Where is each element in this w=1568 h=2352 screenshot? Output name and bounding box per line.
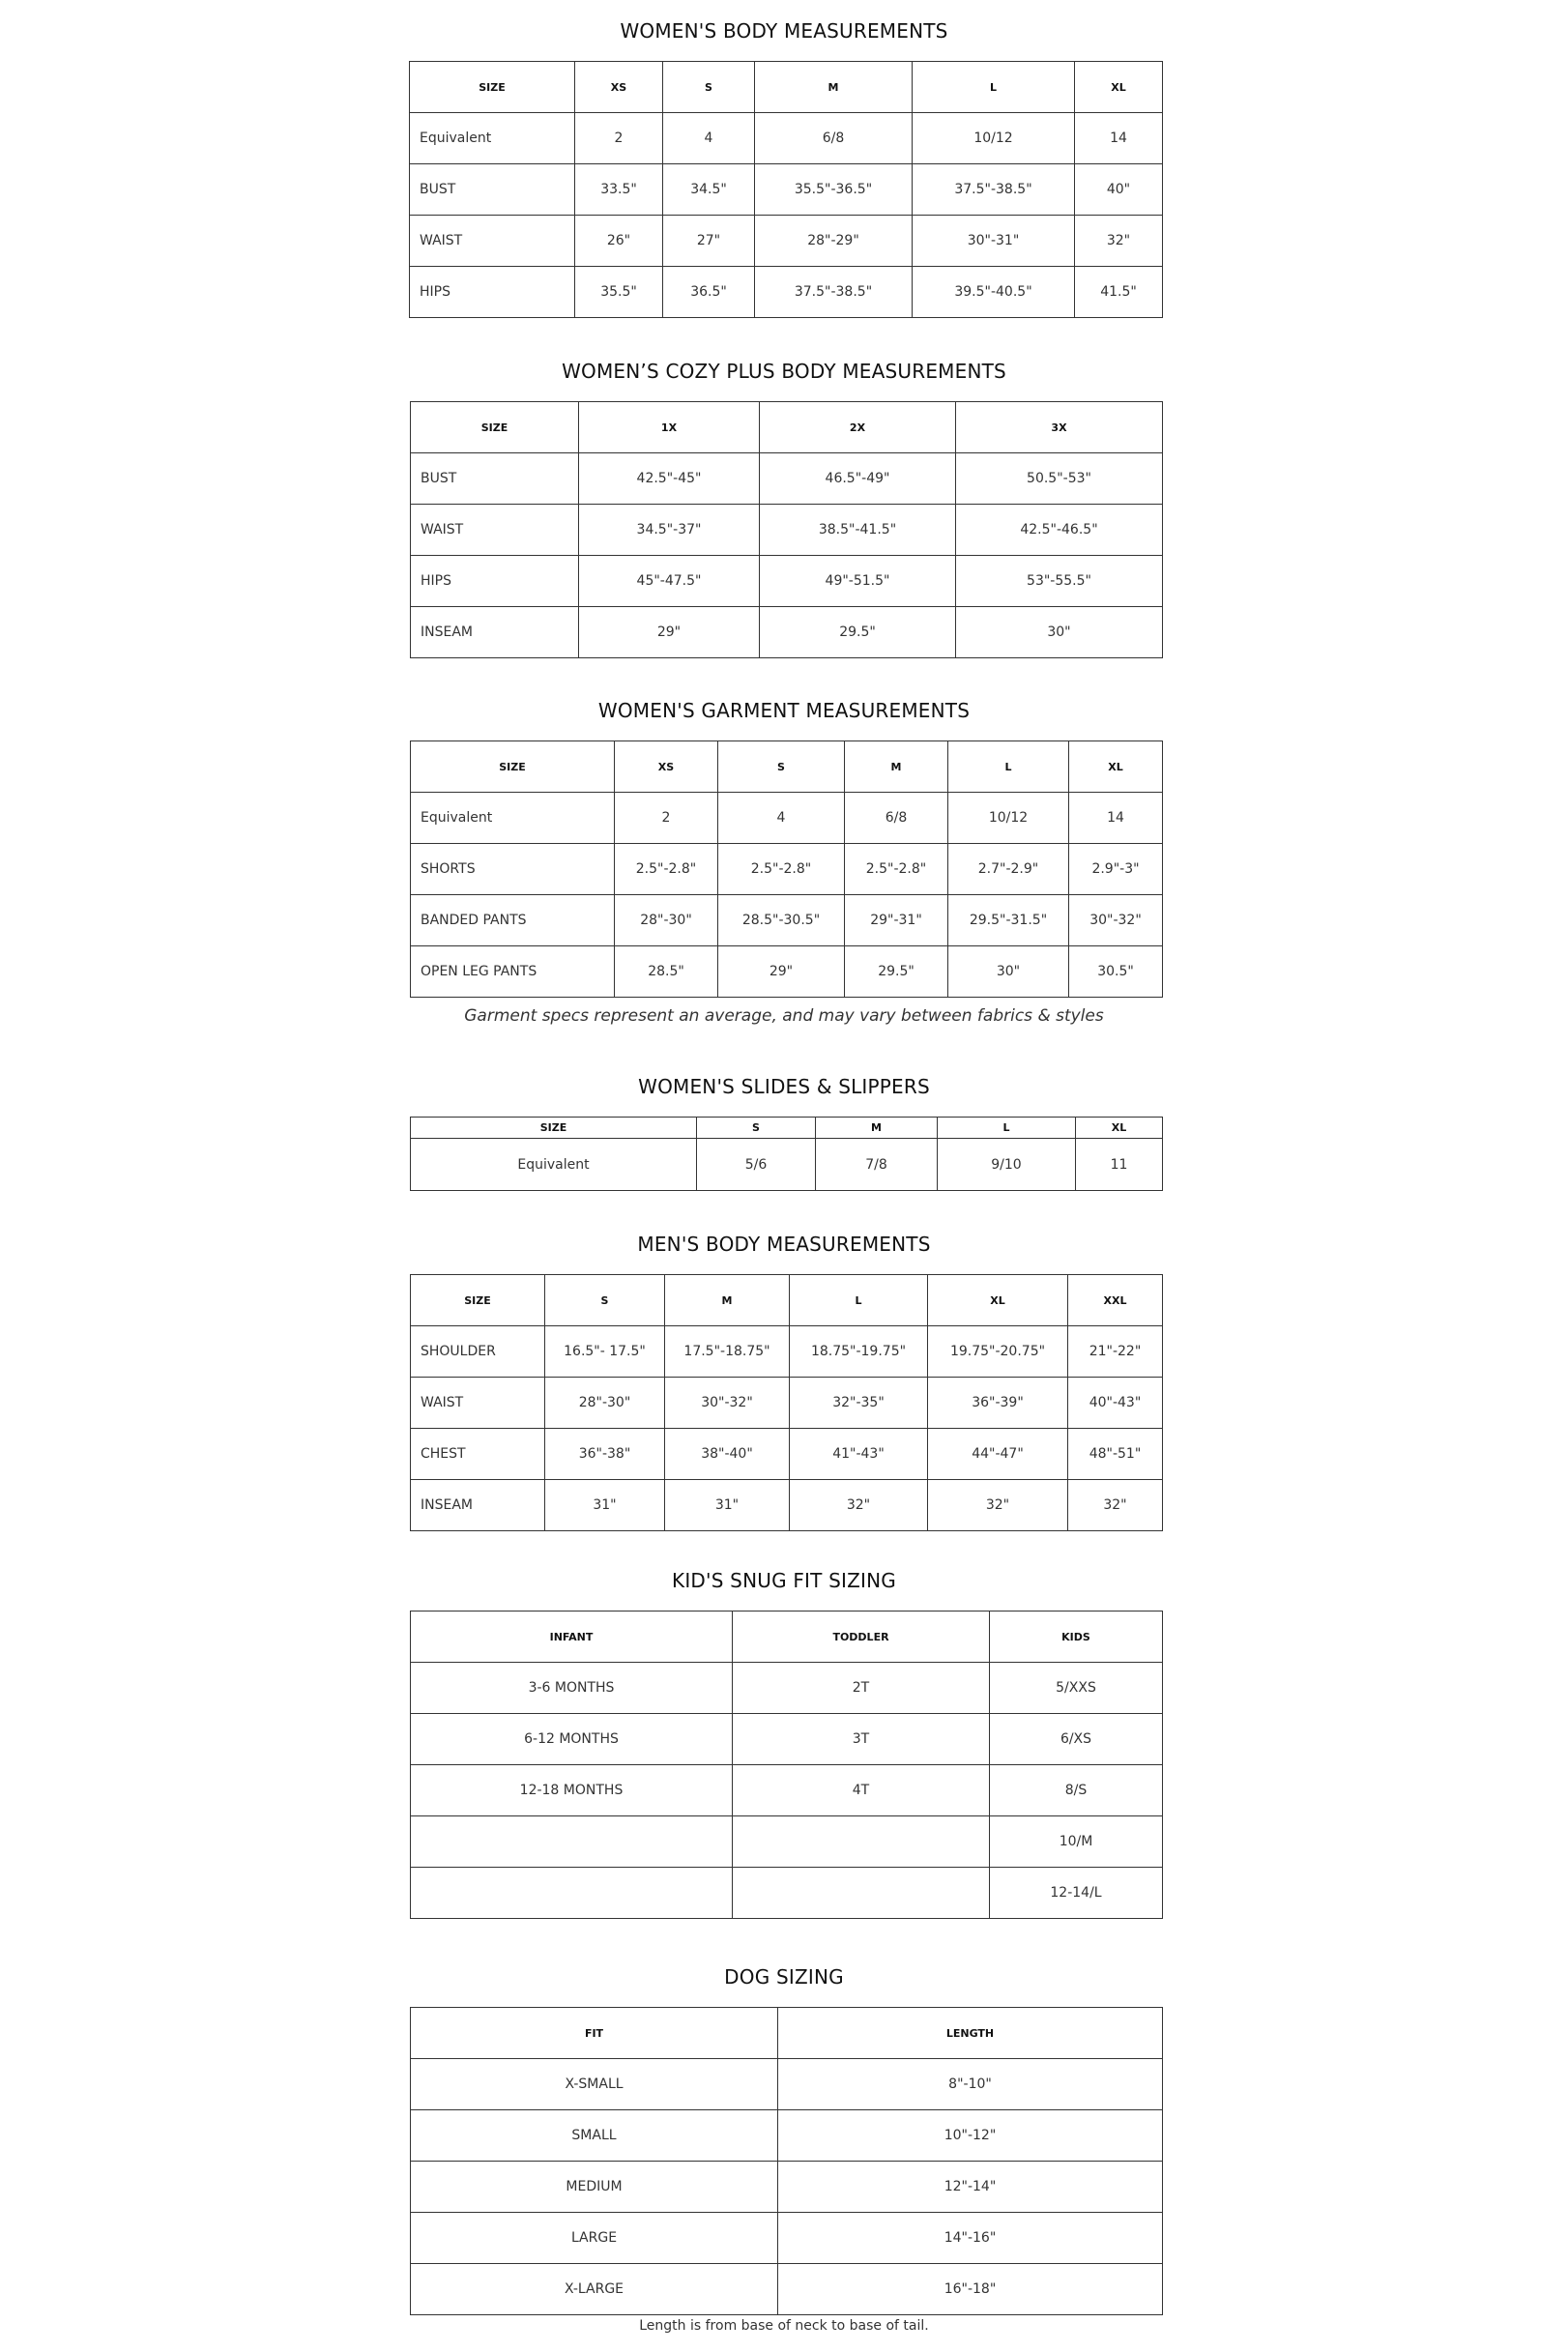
table-row xyxy=(411,2059,1163,2110)
column-header: XS xyxy=(575,62,663,113)
column-header: XL xyxy=(1076,1118,1163,1139)
table-cell: 42.5"-46.5" xyxy=(956,505,1163,556)
table-cell: 28"-30" xyxy=(615,895,718,946)
row-label: WAIST xyxy=(410,216,575,267)
table-cell: 27" xyxy=(663,216,755,267)
column-header: S xyxy=(663,62,755,113)
row-label: OPEN LEG PANTS xyxy=(411,946,615,998)
table-cell: 31" xyxy=(665,1480,790,1531)
table-cell: 5/XXS xyxy=(990,1663,1163,1714)
header-row xyxy=(411,1275,1163,1326)
column-header: SIZE xyxy=(411,1118,697,1139)
table-cell: 32" xyxy=(1068,1480,1163,1531)
header-row xyxy=(411,741,1163,793)
table-cell: 30"-32" xyxy=(1069,895,1163,946)
table-cell: 48"-51" xyxy=(1068,1429,1163,1480)
header-row xyxy=(411,1118,1163,1139)
row-label: INSEAM xyxy=(411,1480,545,1531)
table-cell: 11 xyxy=(1076,1139,1163,1191)
row-label: HIPS xyxy=(411,556,579,607)
table-cell: 29.5" xyxy=(760,607,956,658)
table-cell: 8/S xyxy=(990,1765,1163,1816)
row-label: HIPS xyxy=(410,267,575,318)
table-row xyxy=(411,793,1163,844)
table-row xyxy=(411,895,1163,946)
table-cell: 28.5" xyxy=(615,946,718,998)
table-cell: 36"-38" xyxy=(545,1429,665,1480)
row-label: BANDED PANTS xyxy=(411,895,615,946)
table-cell: 39.5"-40.5" xyxy=(913,267,1075,318)
table-cell: 37.5"-38.5" xyxy=(913,164,1075,216)
table-cell: 50.5"-53" xyxy=(956,453,1163,505)
table-cell: 2.5"-2.8" xyxy=(615,844,718,895)
kids-snug-title: KID'S SNUG FIT SIZING xyxy=(672,1569,896,1592)
header-row xyxy=(411,1612,1163,1663)
table-row xyxy=(411,1378,1163,1429)
table-cell: 30"-32" xyxy=(665,1378,790,1429)
table-cell: 6/XS xyxy=(990,1714,1163,1765)
table-cell: 34.5" xyxy=(663,164,755,216)
table-row xyxy=(411,1714,1163,1765)
table-cell: 37.5"-38.5" xyxy=(755,267,913,318)
table-row xyxy=(411,1429,1163,1480)
column-header: M xyxy=(816,1118,938,1139)
table-cell: 30" xyxy=(956,607,1163,658)
table-cell: 32"-35" xyxy=(790,1378,928,1429)
table-cell: 2.9"-3" xyxy=(1069,844,1163,895)
column-header: L xyxy=(913,62,1075,113)
table-cell: SMALL xyxy=(411,2110,778,2162)
table-row xyxy=(411,1480,1163,1531)
table-cell: 42.5"-45" xyxy=(579,453,760,505)
table-cell: 35.5"-36.5" xyxy=(755,164,913,216)
table-row xyxy=(411,1326,1163,1378)
table-cell: 14"-16" xyxy=(778,2213,1163,2264)
column-header: SIZE xyxy=(411,741,615,793)
table-row xyxy=(411,1663,1163,1714)
table-cell: X-SMALL xyxy=(411,2059,778,2110)
table-cell: 32" xyxy=(928,1480,1068,1531)
column-header: S xyxy=(697,1118,816,1139)
table-cell: 2 xyxy=(615,793,718,844)
table-cell xyxy=(411,1868,733,1919)
table-row xyxy=(411,556,1163,607)
table-row xyxy=(411,1139,1163,1191)
column-header: 1X xyxy=(579,402,760,453)
table-cell: 46.5"-49" xyxy=(760,453,956,505)
table-cell: 18.75"-19.75" xyxy=(790,1326,928,1378)
table-cell: 40" xyxy=(1075,164,1163,216)
table-row xyxy=(410,113,1163,164)
row-label: SHOULDER xyxy=(411,1326,545,1378)
table-cell: 3T xyxy=(733,1714,990,1765)
kids-snug-table xyxy=(410,1611,1163,1919)
table-cell: 16.5"- 17.5" xyxy=(545,1326,665,1378)
column-header: L xyxy=(938,1118,1076,1139)
column-header: FIT xyxy=(411,2008,778,2059)
womens-slides-title: WOMEN'S SLIDES & SLIPPERS xyxy=(638,1075,930,1098)
table-cell: 34.5"-37" xyxy=(579,505,760,556)
column-header: SIZE xyxy=(411,1275,545,1326)
mens-body-title: MEN'S BODY MEASUREMENTS xyxy=(637,1233,931,1256)
table-cell: 30" xyxy=(948,946,1069,998)
column-header: SIZE xyxy=(410,62,575,113)
table-row xyxy=(411,2213,1163,2264)
row-label: WAIST xyxy=(411,505,579,556)
table-cell: 29.5" xyxy=(845,946,948,998)
table-cell: 17.5"-18.75" xyxy=(665,1326,790,1378)
table-cell: 2T xyxy=(733,1663,990,1714)
table-cell: 12-14/L xyxy=(990,1868,1163,1919)
mens-body-table xyxy=(410,1274,1163,1531)
table-row xyxy=(411,946,1163,998)
womens-body-title: WOMEN'S BODY MEASUREMENTS xyxy=(620,19,948,43)
table-cell: 29"-31" xyxy=(845,895,948,946)
table-cell: 41.5" xyxy=(1075,267,1163,318)
table-cell: 14 xyxy=(1069,793,1163,844)
table-cell: 6/8 xyxy=(845,793,948,844)
table-cell: 28"-30" xyxy=(545,1378,665,1429)
table-cell: 36.5" xyxy=(663,267,755,318)
table-cell: 16"-18" xyxy=(778,2264,1163,2315)
column-header: SIZE xyxy=(411,402,579,453)
table-cell: 49"-51.5" xyxy=(760,556,956,607)
table-row xyxy=(411,505,1163,556)
table-cell: 14 xyxy=(1075,113,1163,164)
dog-sizing-note: Length is from base of neck to base of tail. xyxy=(639,2318,929,2334)
table-cell: X-LARGE xyxy=(411,2264,778,2315)
table-cell: 38.5"-41.5" xyxy=(760,505,956,556)
header-row xyxy=(410,62,1163,113)
table-cell: 19.75"-20.75" xyxy=(928,1326,1068,1378)
column-header: M xyxy=(665,1275,790,1326)
row-label: Equivalent xyxy=(411,793,615,844)
column-header: XXL xyxy=(1068,1275,1163,1326)
column-header: LENGTH xyxy=(778,2008,1163,2059)
table-cell: 21"-22" xyxy=(1068,1326,1163,1378)
row-label: INSEAM xyxy=(411,607,579,658)
table-cell: 6/8 xyxy=(755,113,913,164)
row-label: SHORTS xyxy=(411,844,615,895)
column-header: M xyxy=(845,741,948,793)
column-header: L xyxy=(948,741,1069,793)
table-cell: 4T xyxy=(733,1765,990,1816)
row-label: BUST xyxy=(410,164,575,216)
column-header: M xyxy=(755,62,913,113)
table-cell: 45"-47.5" xyxy=(579,556,760,607)
dog-sizing-table xyxy=(410,2007,1163,2315)
table-cell: 10"-12" xyxy=(778,2110,1163,2162)
row-label: Equivalent xyxy=(410,113,575,164)
column-header: XL xyxy=(928,1275,1068,1326)
table-cell: 29" xyxy=(579,607,760,658)
table-cell: 30"-31" xyxy=(913,216,1075,267)
table-cell: 4 xyxy=(663,113,755,164)
column-header: TODDLER xyxy=(733,1612,990,1663)
column-header: XS xyxy=(615,741,718,793)
table-cell: Equivalent xyxy=(411,1139,697,1191)
table-cell xyxy=(733,1868,990,1919)
column-header: KIDS xyxy=(990,1612,1163,1663)
table-cell: 33.5" xyxy=(575,164,663,216)
table-cell: 31" xyxy=(545,1480,665,1531)
table-cell: 12"-14" xyxy=(778,2162,1163,2213)
table-cell: 4 xyxy=(718,793,845,844)
table-cell: 2 xyxy=(575,113,663,164)
table-cell: 40"-43" xyxy=(1068,1378,1163,1429)
table-cell: 10/12 xyxy=(948,793,1069,844)
table-row xyxy=(411,2110,1163,2162)
table-cell: 29" xyxy=(718,946,845,998)
table-row xyxy=(411,2264,1163,2315)
table-cell: MEDIUM xyxy=(411,2162,778,2213)
table-cell: 29.5"-31.5" xyxy=(948,895,1069,946)
table-cell: 28"-29" xyxy=(755,216,913,267)
womens-slides-table xyxy=(410,1117,1163,1191)
womens-garment-title: WOMEN'S GARMENT MEASUREMENTS xyxy=(597,699,971,722)
table-cell: 32" xyxy=(790,1480,928,1531)
column-header: 3X xyxy=(956,402,1163,453)
row-label: WAIST xyxy=(411,1378,545,1429)
column-header: S xyxy=(718,741,845,793)
table-cell: 41"-43" xyxy=(790,1429,928,1480)
column-header: 2X xyxy=(760,402,956,453)
table-cell: 53"-55.5" xyxy=(956,556,1163,607)
column-header: INFANT xyxy=(411,1612,733,1663)
table-row xyxy=(410,216,1163,267)
womens-cozy-plus-title: WOMEN’S COZY PLUS BODY MEASUREMENTS xyxy=(562,360,1006,383)
column-header: L xyxy=(790,1275,928,1326)
table-row xyxy=(411,1765,1163,1816)
table-cell: 26" xyxy=(575,216,663,267)
dog-sizing-title: DOG SIZING xyxy=(724,1965,844,1989)
table-cell: LARGE xyxy=(411,2213,778,2264)
table-cell: 8"-10" xyxy=(778,2059,1163,2110)
table-cell xyxy=(733,1816,990,1868)
garment-note: Garment specs represent an average, and may vary between fabrics & styles xyxy=(464,1006,1104,1026)
table-cell: 6-12 MONTHS xyxy=(411,1714,733,1765)
table-cell: 10/12 xyxy=(913,113,1075,164)
womens-body-table xyxy=(409,61,1163,318)
column-header: S xyxy=(545,1275,665,1326)
header-row xyxy=(411,2008,1163,2059)
table-cell: 44"-47" xyxy=(928,1429,1068,1480)
table-row xyxy=(411,844,1163,895)
table-cell: 35.5" xyxy=(575,267,663,318)
table-cell: 5/6 xyxy=(697,1139,816,1191)
womens-cozy-plus-table xyxy=(410,401,1163,658)
table-row xyxy=(411,2162,1163,2213)
table-row xyxy=(411,1816,1163,1868)
table-row xyxy=(410,164,1163,216)
table-row xyxy=(410,267,1163,318)
row-label: BUST xyxy=(411,453,579,505)
header-row xyxy=(411,402,1163,453)
table-cell: 7/8 xyxy=(816,1139,938,1191)
table-cell: 28.5"-30.5" xyxy=(718,895,845,946)
table-cell: 2.5"-2.8" xyxy=(845,844,948,895)
table-cell: 10/M xyxy=(990,1816,1163,1868)
table-cell: 38"-40" xyxy=(665,1429,790,1480)
table-row xyxy=(411,607,1163,658)
table-cell: 36"-39" xyxy=(928,1378,1068,1429)
table-row xyxy=(411,1868,1163,1919)
row-label: CHEST xyxy=(411,1429,545,1480)
column-header: XL xyxy=(1069,741,1163,793)
table-cell: 30.5" xyxy=(1069,946,1163,998)
table-cell: 2.5"-2.8" xyxy=(718,844,845,895)
table-cell: 9/10 xyxy=(938,1139,1076,1191)
table-cell: 32" xyxy=(1075,216,1163,267)
table-cell xyxy=(411,1816,733,1868)
table-cell: 3-6 MONTHS xyxy=(411,1663,733,1714)
table-row xyxy=(411,453,1163,505)
table-cell: 2.7"-2.9" xyxy=(948,844,1069,895)
womens-garment-table xyxy=(410,740,1163,998)
table-cell: 12-18 MONTHS xyxy=(411,1765,733,1816)
column-header: XL xyxy=(1075,62,1163,113)
